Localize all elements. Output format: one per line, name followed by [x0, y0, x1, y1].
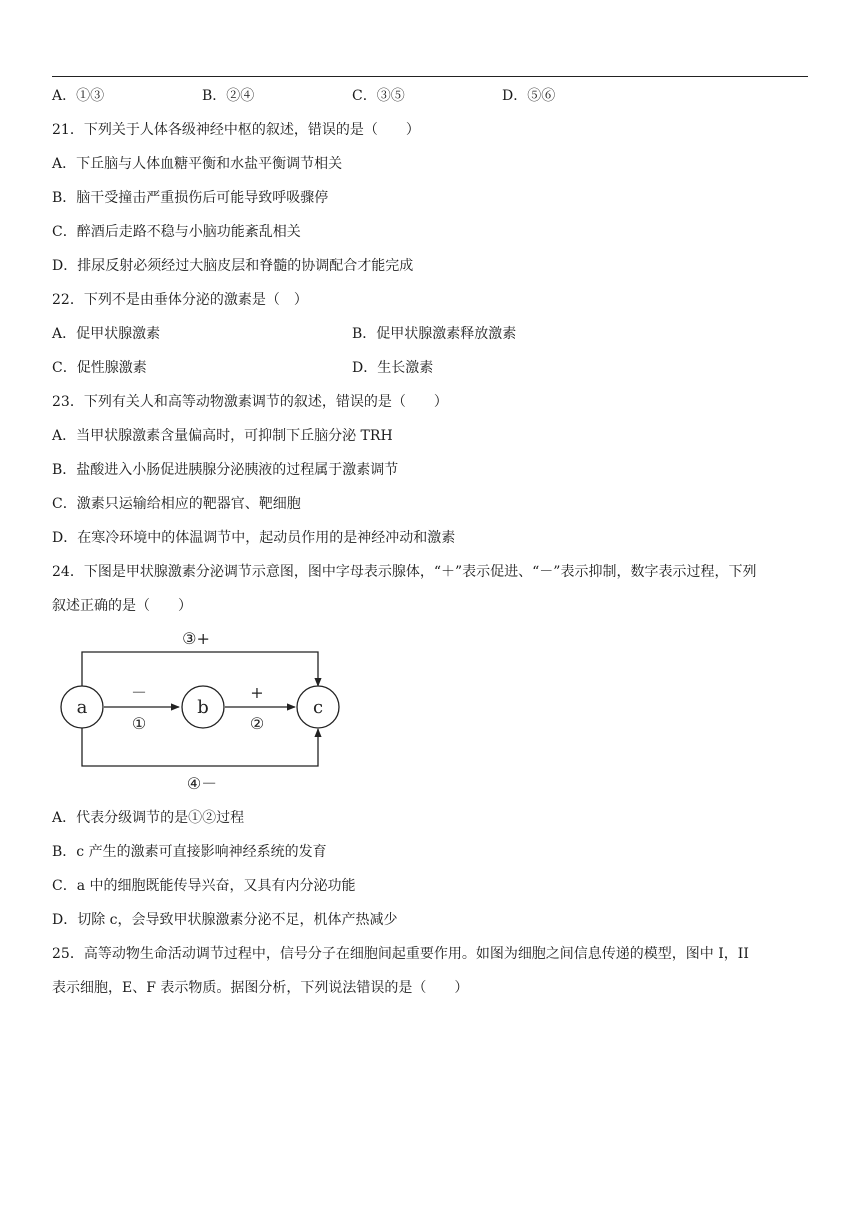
- q22-option-d: D．生长激素: [352, 360, 434, 376]
- node-a-label: a: [76, 697, 88, 718]
- bottom-path-label: ④－: [186, 774, 218, 793]
- q25-stem-line1: 25．高等动物生命活动调节过程中，信号分子在细胞间起重要作用。如图为细胞之间信息传递的模型，图中 I，II: [52, 946, 749, 962]
- q23-option-a: A．当甲状腺激素含量偏高时，可抑制下丘脑分泌 TRH: [52, 428, 393, 444]
- prev-option-d: D．⑤⑥: [502, 88, 556, 104]
- arrow2-sign: +: [250, 683, 264, 702]
- q24-option-d: D．切除 c，会导致甲状腺激素分泌不足，机体产热减少: [52, 912, 398, 928]
- prev-option-b: B．②④: [202, 88, 255, 104]
- q21-option-a: A．下丘脑与人体血糖平衡和水盐平衡调节相关: [52, 156, 343, 172]
- q21-option-c: C．醉酒后走路不稳与小脑功能紊乱相关: [52, 224, 301, 240]
- q25-stem-line2: 表示细胞，E、F 表示物质。据图分析，下列说法错误的是（ ）: [52, 980, 469, 996]
- q23-stem: 23．下列有关人和高等动物激素调节的叙述，错误的是（ ）: [52, 394, 448, 410]
- node-c-label: c: [312, 697, 324, 718]
- q24-option-c: C．a 中的细胞既能传导兴奋，又具有内分泌功能: [52, 878, 356, 894]
- q24-option-a: A．代表分级调节的是①②过程: [52, 810, 245, 826]
- q24-stem-line1: 24．下图是甲状腺激素分泌调节示意图，图中字母表示腺体，“＋”表示促进、“－”表示抑制，数字表示过程，下列: [52, 564, 757, 580]
- q24-option-b: B．c 产生的激素可直接影响神经系统的发育: [52, 844, 327, 860]
- top-path: [82, 652, 318, 686]
- q23-option-b: B．盐酸进入小肠促进胰腺分泌胰液的过程属于激素调节: [52, 462, 399, 478]
- prev-option-c: C．③⑤: [352, 88, 405, 104]
- bottom-path: [82, 727, 318, 766]
- top-path-label: ③+: [182, 629, 210, 648]
- node-b-label: b: [197, 697, 209, 718]
- q21-option-d: D．排尿反射必须经过大脑皮层和脊髓的协调配合才能完成: [52, 258, 414, 274]
- q21-option-b: B．脑干受撞击严重损伤后可能导致呼吸骤停: [52, 190, 329, 206]
- q24-stem-line2: 叙述正确的是（ ）: [52, 598, 192, 614]
- q22-option-c: C．促性腺激素: [52, 360, 147, 376]
- q21-stem: 21．下列关于人体各级神经中枢的叙述，错误的是（ ）: [52, 122, 420, 138]
- arrow1-number: ①: [131, 714, 147, 733]
- arrow2-number: ②: [249, 714, 265, 733]
- q22-stem: 22．下列不是由垂体分泌的激素是（ ）: [52, 292, 308, 308]
- arrow1-sign: －: [130, 683, 148, 702]
- q22-option-a: A．促甲状腺激素: [52, 326, 161, 342]
- prev-option-a: A．①③: [52, 88, 105, 104]
- q23-option-c: C．激素只运输给相应的靶器官、靶细胞: [52, 496, 301, 512]
- q23-option-d: D．在寒冷环境中的体温调节中，起动员作用的是神经冲动和激素: [52, 530, 456, 546]
- q22-option-b: B．促甲状腺激素释放激素: [352, 326, 517, 342]
